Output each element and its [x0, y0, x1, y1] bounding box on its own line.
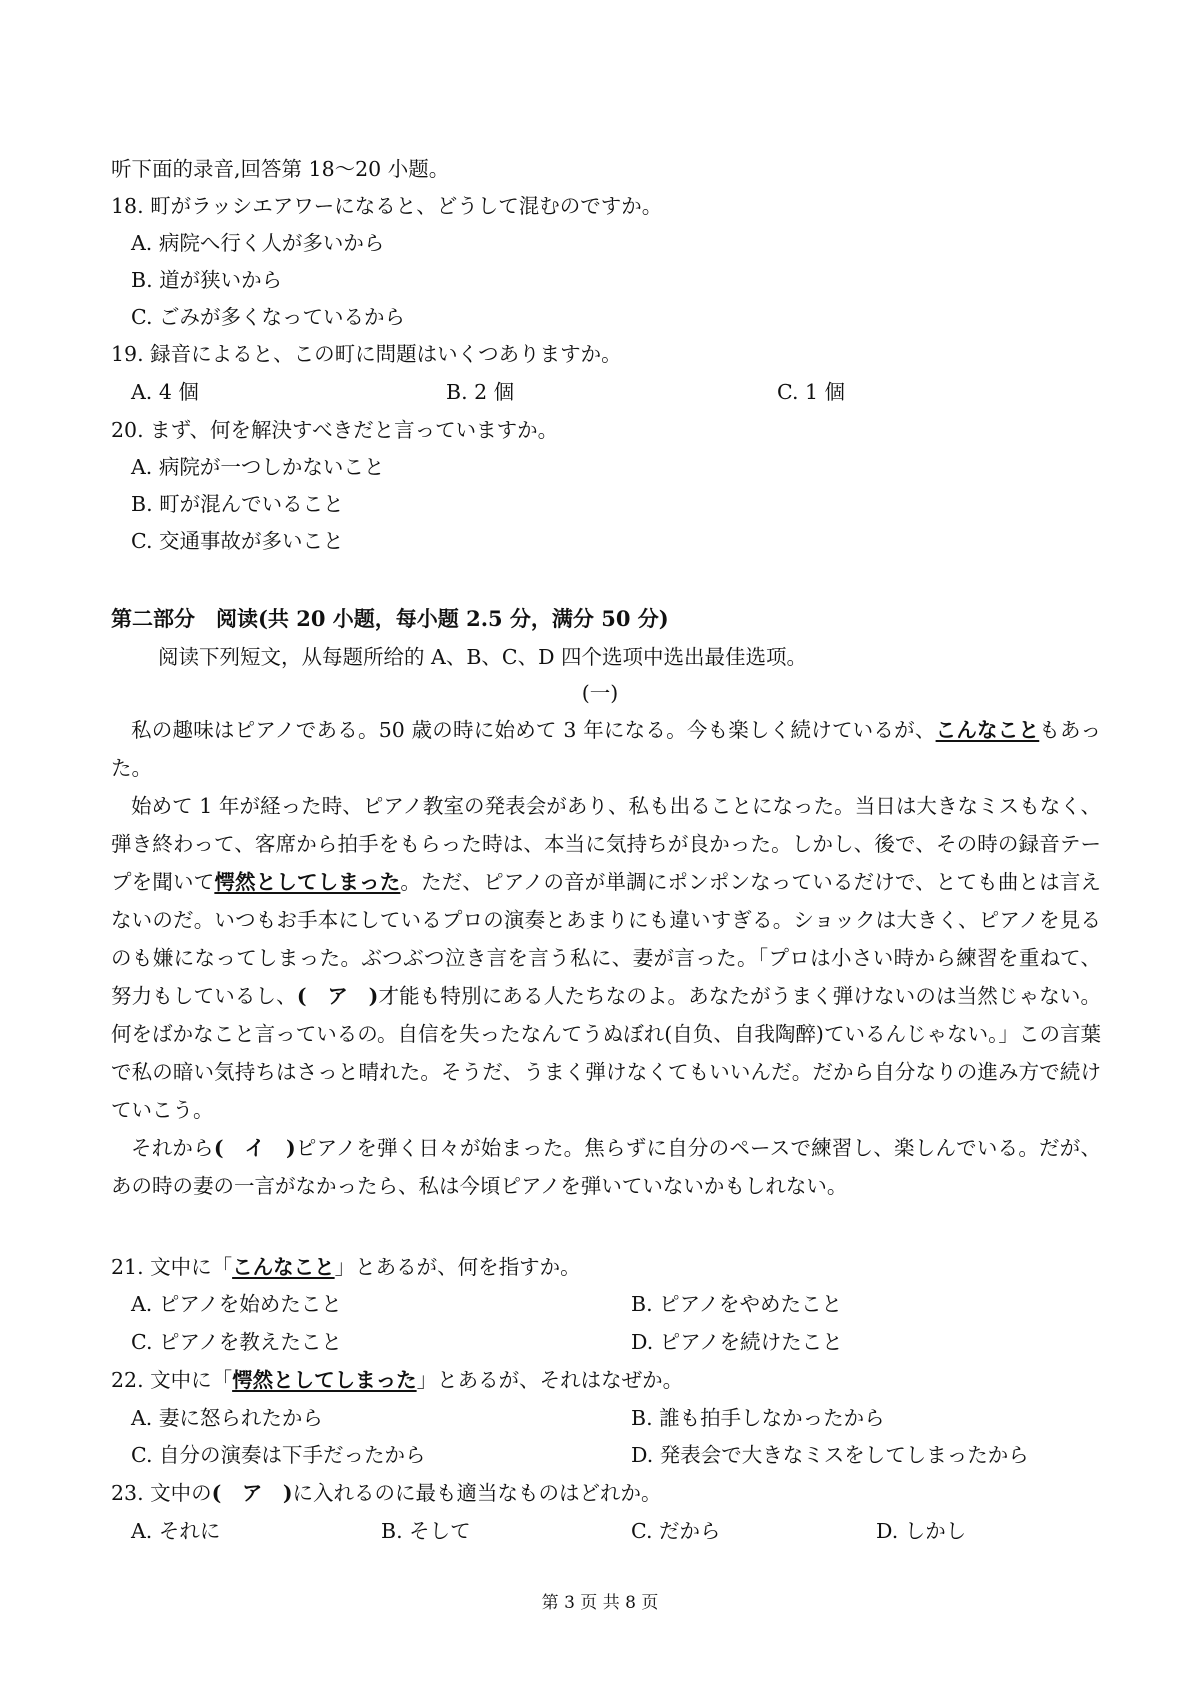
q19-stem: 19. 録音によると、この町に問題はいくつありますか。 [111, 342, 622, 366]
q19-option-a: A. 4 個 [131, 380, 199, 404]
q22-option-b: B. 誰も拍手しなかったから [631, 1406, 885, 1430]
q21-option-a: A. ピアノを始めたこと [131, 1292, 342, 1316]
q18-option-a: A. 病院へ行く人が多いから [131, 231, 385, 255]
passage-paragraph-3 [111, 1129, 1101, 1205]
q21-option-d: D. ピアノを続けたこと [631, 1330, 843, 1354]
q22-option-c: C. 自分の演奏は下手だったから [131, 1443, 426, 1467]
p3-text-a: それから [131, 1136, 214, 1160]
q22-underlined: 愕然としてしまった [232, 1368, 417, 1392]
q21-option-b: B. ピアノをやめたこと [631, 1292, 842, 1316]
q21-stem [111, 1253, 581, 1281]
reading-instruction: 阅读下列短文，从每题所给的 A、B、C、D 四个选项中选出最佳选项。 [158, 645, 808, 669]
q22-option-d: D. 発表会で大きなミスをしてしまったから [631, 1443, 1029, 1467]
q22-stem [111, 1366, 683, 1394]
q21-option-c: C. ピアノを教えたこと [131, 1330, 342, 1354]
underlined-gakuzen: 愕然としてしまった [214, 870, 401, 894]
p3-text-b: ピアノを弾く日々が始まった。焦らずに自分のペースで練習し、楽しんでいる。だが、あの時の妻の一言がなかったら、私は今頃ピアノを弾いていないかもしれない。 [111, 1136, 1101, 1198]
q22-option-a: A. 妻に怒られたから [131, 1406, 323, 1430]
passage-number: (一) [581, 681, 619, 705]
q20-option-c: C. 交通事故が多いこと [131, 529, 344, 553]
q21-stem-b: 」とあるが、何を指すか。 [334, 1255, 581, 1279]
section-title: 第二部分 阅读(共 20 小题，每小题 2.5 分，满分 50 分) [111, 606, 669, 631]
p1-text-a: 私の趣味はピアノである。50 歳の時に始めて 3 年になる。今も楽しく続けているが、 [131, 718, 936, 742]
listening-intro: 听下面的录音,回答第 18～20 小题。 [111, 157, 450, 181]
q23-stem-a: 23. 文中の [111, 1481, 212, 1505]
q18-stem: 18. 町がラッシエアワーになると、どうして混むのですか。 [111, 194, 663, 218]
passage-paragraph-1 [111, 711, 1101, 787]
q23-option-b: B. そして [381, 1519, 471, 1543]
q20-option-b: B. 町が混んでいること [131, 492, 344, 516]
passage-body [111, 711, 1101, 1205]
blank-a: ( ア ) [296, 984, 379, 1008]
underlined-konna-koto: こんなこと [935, 718, 1040, 742]
p2-text-b: 。ただ、ピアノの音が単調にポンポンなっているだけで、とても曲とは言えないのだ。いつもお手本にしているプロの演奏とあまりにも違いすぎる。ショックは大きく、ピアノを見るのも嫌になってしまった。ぶつぶつ泣き言を言う私に、妻が言った。「プロは小さい時から練習を重ねて、努力もしているし、 [111, 870, 1102, 1008]
p2-text-c: 才能も特別にある人たちなのよ。あなたがうまく弾けないのは当然じゃない。何をばかなこと言っているの。自信を失ったなんてうぬぼれ(自负、自我陶醉)ているんじゃない。」この言葉で私の暗い気持ちはさっと晴れた。そうだ、うまく弾けなくてもいいんだ。だから自分なりの進み方で続けていこう。 [111, 984, 1102, 1122]
p1-text-b: もあった。 [111, 718, 1102, 780]
q22-stem-b: 」とあるが、それはなぜか。 [416, 1368, 684, 1392]
q23-option-d: D. しかし [876, 1519, 967, 1543]
q23-stem-b: に入れるのに最も適当なものはどれか。 [292, 1481, 662, 1505]
p2-text-a: 始めて 1 年が経った時、ピアノ教室の発表会があり、私も出ることになった。当日は大きなミスもなく、弾き終わって、客席から拍手をもらった時は、本当に気持ちが良かった。しかし、後で、その時の録音テープを聞いて [111, 794, 1101, 894]
q21-stem-a: 21. 文中に「 [111, 1255, 233, 1279]
q23-option-a: A. それに [131, 1519, 221, 1543]
q23-blank: ( ア ) [211, 1481, 293, 1505]
q19-option-b: B. 2 個 [446, 380, 515, 404]
passage-paragraph-2 [111, 787, 1101, 1129]
q22-stem-a: 22. 文中に「 [111, 1368, 233, 1392]
q21-underlined: こんなこと [232, 1255, 335, 1279]
q20-stem: 20. まず、何を解決すべきだと言っていますか。 [111, 418, 559, 442]
q23-stem [111, 1479, 662, 1507]
page-footer: 第 3 页 共 8 页 [541, 1593, 659, 1613]
q23-option-c: C. だから [631, 1519, 721, 1543]
q18-option-b: B. 道が狭いから [131, 268, 283, 292]
q20-option-a: A. 病院が一つしかないこと [131, 455, 385, 479]
q19-option-c: C. 1 個 [777, 380, 846, 404]
q18-option-c: C. ごみが多くなっているから [131, 305, 405, 329]
blank-i: ( イ ) [213, 1136, 296, 1160]
